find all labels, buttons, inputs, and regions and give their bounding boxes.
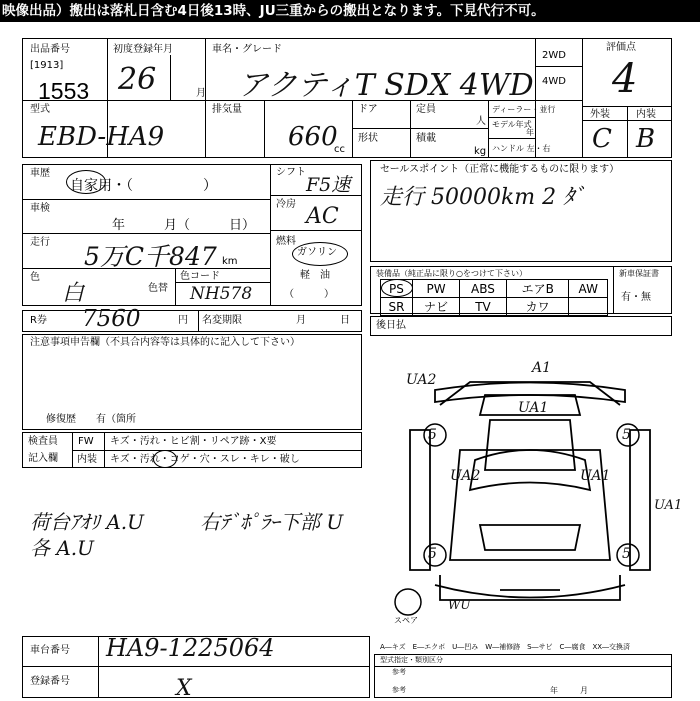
recycle-label: R券 (30, 315, 47, 326)
month-label-f: 月 (580, 686, 588, 695)
inspection-label: 車検 (30, 203, 50, 214)
lot-number: 1553 (38, 78, 90, 104)
shade-label: 色替 (148, 283, 168, 294)
fuel-gas: ガソリン (297, 247, 337, 258)
notes-label: 注意事項申告欄（不具合内容等は具体的に記入して下さい） (30, 337, 300, 348)
equip-navi: ナビ (412, 298, 459, 316)
dealer-label: ディーラー・並行 (492, 105, 556, 114)
diag-label-ua1-right: UA1 (580, 468, 611, 484)
year-unit: 年 (526, 128, 534, 137)
mileage-value: 5万C千847 (84, 242, 217, 271)
drive-4wd: 4WD (542, 76, 566, 87)
recycle-row (22, 310, 362, 332)
banner: 映像出品）搬出は落札日含む4日後13時、JU三重からの搬出となります。下見代行不可。 (0, 0, 700, 22)
diag-label-a1-top: A1 (532, 360, 552, 376)
fw-items: キズ・汚れ・ヒビ割・リペア跡・X要 (110, 436, 277, 447)
new-warranty-label: 新車保証書 (619, 269, 659, 278)
ref-label-2: 参考 (392, 686, 406, 694)
inspector-label: 検査員 (28, 436, 58, 447)
first-reg-label: 初度登録年月 (113, 44, 173, 55)
diag-label-wu: WU (448, 598, 471, 612)
capacity-label: 定員 (416, 104, 436, 115)
after-label: 後日払 (376, 320, 406, 331)
reg-value: X (176, 676, 192, 701)
equip-leather: カワ (506, 298, 569, 316)
lot-label: 出品番号 (30, 44, 70, 55)
shift-label: シフト (276, 167, 306, 178)
fw-label: FW (78, 436, 94, 447)
door-label: ドア (358, 104, 378, 115)
handle-label: ハンドル 左・右 (492, 144, 551, 153)
interior-value: B (636, 124, 656, 154)
lot-sub: [1913] (30, 60, 64, 71)
own-circle (66, 170, 106, 194)
sales-value: 走行 50000km 2 ﾀﾞ (380, 185, 586, 210)
tax-day: 日 (340, 315, 350, 326)
interior-label-2: 内装 (77, 454, 97, 465)
exterior-value: C (592, 124, 612, 154)
type-value: 自家用・（ ） (70, 178, 217, 194)
fuel-label: 燃料 (276, 236, 296, 247)
load-unit: kg (474, 146, 487, 157)
drive-2wd: 2WD (542, 50, 566, 61)
color-code-value: NH578 (190, 284, 253, 304)
model-year-label: モデル年式 (492, 120, 532, 129)
note-line-1b: 右ﾃﾞﾎﾟﾗｰ下部 U (200, 510, 344, 534)
ac-value: AC (306, 204, 339, 229)
entry-label: 記入欄 (28, 453, 58, 464)
capacity-unit: 人 (476, 116, 486, 127)
after-payment-box (370, 316, 672, 336)
equip-tv: TV (460, 298, 507, 316)
repair-label: 修復歴 有（箇所 (46, 414, 136, 425)
disp-label: 排気量 (212, 104, 242, 115)
type-label: 車歴 (30, 168, 50, 179)
diag-label-ua2-top: UA2 (406, 372, 437, 388)
ps-circle (381, 279, 413, 297)
sales-label: セールスポイント（正常に機能するものに限ります） (380, 164, 620, 175)
equip-ps: PS (381, 280, 413, 298)
spare-tire (395, 589, 421, 615)
equip-airbag: エアB (506, 280, 569, 298)
tax-month: 月 (296, 315, 306, 326)
color-value: 白 (62, 281, 85, 306)
rating-value: 4 (612, 56, 638, 102)
ref-label-1: 参考 (392, 668, 406, 676)
fuel-paren: （ ） (284, 289, 334, 300)
equipment-table (380, 279, 608, 316)
new-warranty-value: 有・無 (621, 292, 651, 303)
mileage-unit: km (222, 256, 238, 267)
reg-label: 登録番号 (30, 676, 70, 687)
shape-label: 形状 (358, 133, 378, 144)
recycle-unit: 円 (178, 315, 188, 326)
equip-pw: PW (412, 280, 459, 298)
dirt-circle (153, 450, 177, 468)
interior-items: キズ・汚れ・コゲ・穴・スレ・キレ・破し (110, 454, 300, 465)
month-unit: 月 (196, 88, 206, 99)
name-label: 車名・グレード (212, 44, 282, 55)
tire-fr-mark: 5 (622, 427, 631, 443)
fuel-oil: 軽 油 (300, 270, 330, 281)
load-label: 積載 (416, 133, 436, 144)
disp-value: 660 (288, 122, 338, 152)
equip-abs: ABS (460, 280, 507, 298)
model-label: 型式 (30, 104, 50, 115)
tire-fl-mark: 5 (428, 427, 437, 443)
shift-value: F5速 (306, 174, 351, 196)
recycle-value: 7560 (82, 306, 141, 332)
chassis-label: 車台番号 (30, 645, 70, 656)
ac-label: 冷房 (276, 199, 296, 210)
form-label: 型式指定・類別区分 (380, 656, 443, 664)
legend: A―キズ E―エクボ U―凹み W―補修跡 S―サビ C―腐食 XX―交換済 (380, 643, 631, 651)
diag-label-ua1-top: UA1 (518, 400, 549, 416)
exterior-label: 外装 (590, 109, 610, 120)
rating-label: 評価点 (606, 42, 636, 53)
spare-label: スペア (394, 616, 418, 625)
sales-box (370, 160, 672, 262)
tax-label: 名変期限 (202, 315, 242, 326)
interior-label: 内装 (636, 109, 656, 120)
equipment-label: 装備品（純正品に限り○をつけて下さい） (376, 269, 527, 278)
diag-label-ua1-side: UA1 (654, 498, 683, 513)
equip-sr: SR (381, 298, 413, 316)
color-code-label: 色コード (180, 271, 220, 282)
tire-rr-mark: 5 (622, 546, 631, 562)
first-reg-value: 26 (118, 62, 157, 97)
year-label-f: 年 (550, 686, 558, 695)
note-line-1: 荷台ｱｵﾘ A.U (30, 510, 145, 534)
tire-rl-mark: 5 (428, 546, 437, 562)
model-value: EBD-HA9 (38, 122, 165, 152)
diag-label-ua2-left: UA2 (450, 468, 481, 484)
inspection-value: 年 月（ 日） (112, 218, 256, 233)
name-value: アクティT SDX 4WD (238, 68, 534, 103)
color-label: 色 (30, 272, 40, 283)
note-line-2: 各 A.U (30, 536, 95, 560)
mileage-label: 走行 (30, 237, 50, 248)
gas-circle (292, 242, 348, 266)
equip-aw: AW (569, 280, 608, 298)
chassis-value: HA9-1225064 (106, 634, 275, 662)
disp-unit: cc (334, 144, 345, 155)
